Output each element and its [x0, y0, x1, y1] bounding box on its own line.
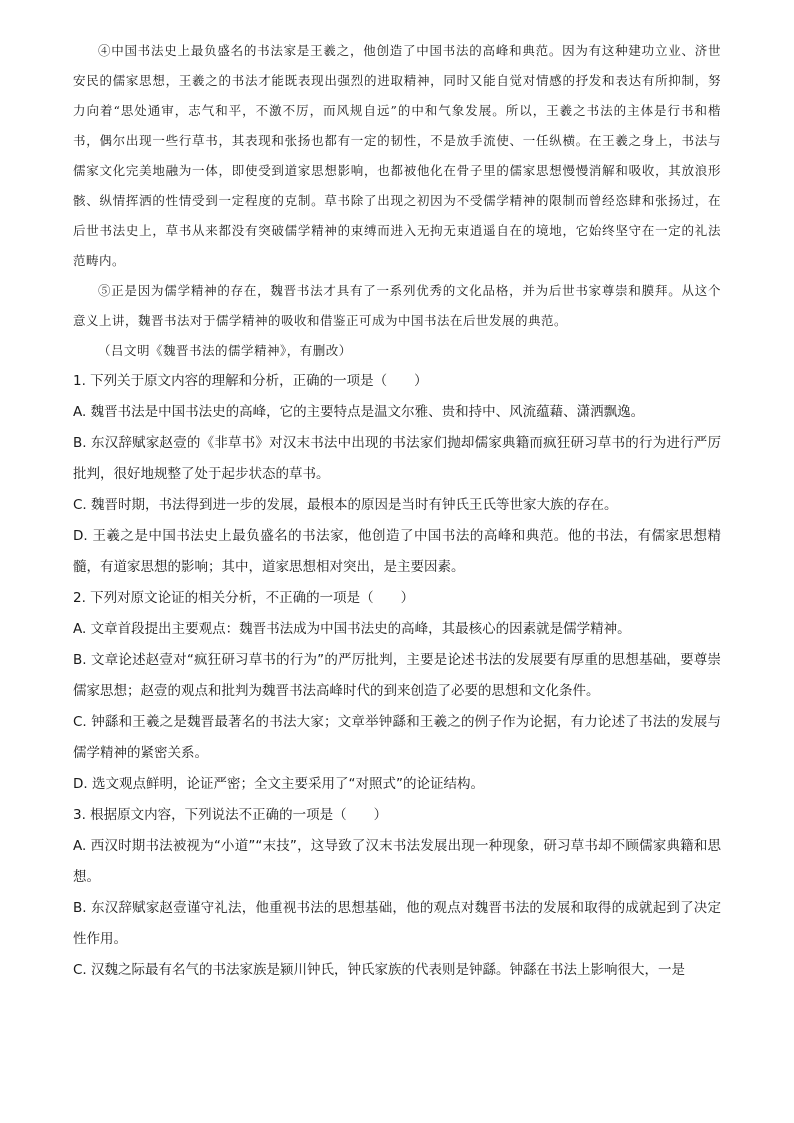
question-3: [73, 800, 721, 986]
question-stem: 3. 根据原文内容，下列说法不正确的一项是（ ）: [73, 807, 388, 823]
passage-paragraph-4: ④中国书法史上最负盛名的书法家是王羲之，他创造了中国书法的高峰和典范。因为有这种建功立业、济世安民的儒家思想，王羲之的书法才能既表现出强烈的进取精神，同时又能自觉对情感的抒发和表达有所抑制，努力向着“思处通审，志气和平，不激不厉，而风规自远”的中和气象发展。所以，王羲之书法的主体是行书和楷书，偶尔出现一些行草书，其表现和张扬也都有一定的韧性，不是放手流使、一任纵横。在王羲之身上，书法与儒家文化完美地融为一体，即使受到道家思想影响，也都被他化在骨子里的儒家思想慢慢消解和吸收，其放浪形骸、纵情挥洒的性情受到一定程度的克制。草书除了出现之初因为不受儒学精神的限制而曾经恣肆和张扬过，在后世书法史上，草书从来都没有突破儒学精神的束缚而进入无拘无束逍遥自在的境地，它始终坚守在一定的礼法范畴内。: [73, 43, 721, 268]
question-stem: 1. 下列关于原文内容的理解和分析，正确的一项是（ ）: [73, 373, 428, 389]
passage-paragraph-5: ⑤正是因为儒学精神的存在，魏晋书法才具有了一系列优秀的文化品格，并为后世书家尊崇和膜拜。从这个意义上讲，魏晋书法对于儒学精神的吸收和借鉴正可成为中国书法在后世发展的典范。: [73, 283, 721, 328]
option-b: B. 文章论述赵壹对“疯狂研习草书的行为”的严厉批判，主要是论述书法的发展要有厚重的思想基础，要尊崇儒家思想；赵壹的观点和批判为魏晋书法高峰时代的到来创造了必要的思想和文化条件。: [73, 652, 721, 699]
question-1: [73, 366, 721, 583]
option-c: C. 钟繇和王羲之是魏晋最著名的书法大家；文章举钟繇和王羲之的例子作为论据，有力论述了书法的发展与儒学精神的紧密关系。: [73, 714, 721, 761]
option-b: B. 东汉辞赋家赵壹谨守礼法，他重视书法的思想基础，他的观点对魏晋书法的发展和取得的成就起到了决定性作用。: [73, 900, 721, 947]
reading-passage: [73, 36, 721, 366]
option-d: D. 选文观点鲜明，论证严密；全文主要采用了“对照式”的论证结构。: [73, 776, 484, 792]
option-c: C. 汉魏之际最有名气的书法家族是颍川钟氏，钟氏家族的代表则是钟繇。钟繇在书法上影响很大，一是: [73, 962, 686, 978]
option-c: C. 魏晋时期，书法得到进一步的发展，最根本的原因是当时有钟氏王氏等世家大族的存在。: [73, 497, 618, 513]
option-b: B. 东汉辞赋家赵壹的《非草书》对汉末书法中出现的书法家们抛却儒家典籍而疯狂研习草书的行为进行严厉批判，很好地规整了处于起步状态的草书。: [73, 435, 721, 482]
question-2: [73, 583, 721, 800]
question-stem: 2. 下列对原文论证的相关分析，不正确的一项是（ ）: [73, 590, 415, 606]
passage-source: （吕文明《魏晋书法的儒学精神》，有删改）: [98, 343, 352, 358]
option-d: D. 王羲之是中国书法史上最负盛名的书法家，他创造了中国书法的高峰和典范。他的书法，有儒家思想精髓，有道家思想的影响；其中，道家思想相对突出，是主要因素。: [73, 528, 721, 575]
option-a: A. 文章首段提出主要观点：魏晋书法成为中国书法史的高峰，其最核心的因素就是儒学精神。: [73, 621, 631, 637]
option-a: A. 西汉时期书法被视为“小道”“末技”，这导致了汉末书法发展出现一种现象，研习草书却不顾儒家典籍和思想。: [73, 838, 721, 885]
document-page: [73, 36, 721, 986]
option-a: A. 魏晋书法是中国书法史的高峰，它的主要特点是温文尔雅、贵和持中、风流蕴藉、潇洒飘逸。: [73, 404, 645, 420]
